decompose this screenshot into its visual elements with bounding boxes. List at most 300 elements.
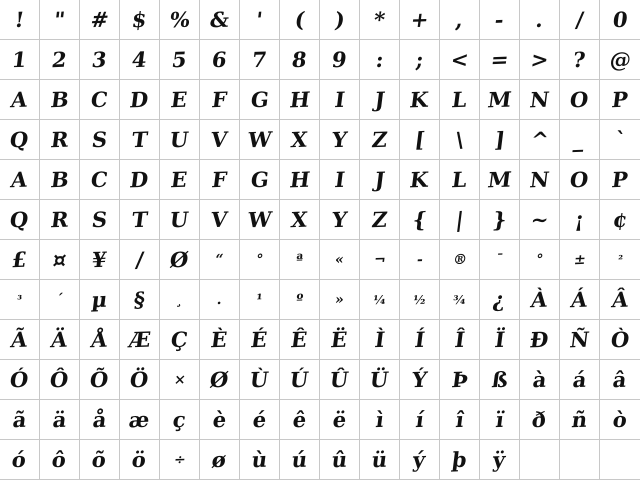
glyph-cell[interactable]	[600, 40, 640, 80]
glyph-character: B	[49, 86, 70, 113]
glyph-cell[interactable]	[400, 160, 440, 200]
glyph-character: !	[13, 6, 26, 33]
glyph-character: “	[214, 251, 225, 268]
glyph-cell[interactable]	[80, 40, 120, 80]
glyph-character: P	[610, 166, 630, 193]
glyph-cell[interactable]	[120, 440, 160, 480]
glyph-character: F	[210, 166, 229, 193]
glyph-character: C	[89, 86, 110, 113]
glyph-cell[interactable]	[600, 240, 640, 280]
glyph-cell[interactable]	[400, 120, 440, 160]
glyph-character: V	[209, 126, 230, 153]
glyph-cell[interactable]	[520, 360, 560, 400]
glyph-character: .	[216, 291, 223, 308]
glyph-character: (	[292, 6, 307, 33]
glyph-cell[interactable]	[320, 200, 360, 240]
glyph-cell[interactable]	[120, 80, 160, 120]
glyph-cell[interactable]	[360, 0, 400, 40]
glyph-cell[interactable]	[80, 360, 120, 400]
glyph-character: R	[49, 206, 70, 233]
glyph-character: ÷	[172, 451, 187, 468]
glyph-character: ì	[373, 406, 386, 433]
glyph-cell[interactable]	[80, 280, 120, 320]
glyph-cell[interactable]	[560, 200, 600, 240]
glyph-cell[interactable]	[360, 280, 400, 320]
glyph-cell[interactable]	[560, 0, 600, 40]
glyph-cell[interactable]	[440, 40, 480, 80]
glyph-character: ö	[130, 446, 149, 473]
glyph-character: "	[52, 6, 67, 33]
glyph-character: J	[372, 86, 387, 113]
glyph-cell[interactable]	[40, 40, 80, 80]
glyph-cell[interactable]	[480, 120, 520, 160]
glyph-cell[interactable]	[320, 40, 360, 80]
glyph-cell[interactable]	[400, 280, 440, 320]
glyph-character: ý	[411, 446, 428, 473]
glyph-character: ¥	[90, 246, 109, 273]
glyph-character: Ã	[9, 326, 30, 353]
glyph-cell[interactable]	[600, 320, 640, 360]
glyph-character: 2	[50, 46, 69, 73]
glyph-cell[interactable]	[160, 120, 200, 160]
glyph-cell[interactable]	[280, 80, 320, 120]
glyph-cell[interactable]	[200, 160, 240, 200]
glyph-character: 0	[611, 6, 629, 33]
glyph-character: *	[372, 6, 387, 33]
glyph-cell[interactable]	[520, 240, 560, 280]
glyph-cell[interactable]	[480, 160, 520, 200]
glyph-cell[interactable]	[240, 200, 280, 240]
glyph-cell[interactable]	[440, 360, 480, 400]
glyph-cell[interactable]	[240, 280, 280, 320]
glyph-character: E	[169, 166, 190, 193]
glyph-cell[interactable]	[280, 320, 320, 360]
glyph-cell[interactable]	[600, 280, 640, 320]
glyph-cell[interactable]	[320, 120, 360, 160]
glyph-cell[interactable]	[120, 240, 160, 280]
glyph-character: .	[534, 6, 545, 33]
glyph-cell[interactable]	[200, 40, 240, 80]
glyph-cell[interactable]	[280, 280, 320, 320]
glyph-cell[interactable]	[560, 280, 600, 320]
glyph-character: È	[209, 326, 230, 353]
glyph-character: ^	[529, 126, 550, 153]
glyph-character: Ë	[329, 326, 350, 353]
glyph-cell[interactable]	[200, 240, 240, 280]
glyph-character: '	[254, 6, 265, 33]
glyph-cell[interactable]	[280, 120, 320, 160]
glyph-cell[interactable]	[120, 120, 160, 160]
glyph-cell[interactable]	[120, 360, 160, 400]
glyph-cell[interactable]	[360, 440, 400, 480]
glyph-cell[interactable]	[320, 0, 360, 40]
glyph-character: E	[169, 86, 190, 113]
glyph-character: æ	[127, 406, 152, 433]
glyph-cell[interactable]	[240, 0, 280, 40]
glyph-cell[interactable]	[160, 400, 200, 440]
glyph-cell[interactable]	[480, 200, 520, 240]
glyph-cell[interactable]	[400, 400, 440, 440]
glyph-cell[interactable]	[0, 80, 40, 120]
glyph-character: )	[332, 6, 347, 33]
glyph-cell[interactable]	[320, 280, 360, 320]
glyph-cell[interactable]	[80, 160, 120, 200]
glyph-character: Z	[370, 126, 389, 153]
glyph-cell[interactable]	[240, 360, 280, 400]
glyph-character: â	[611, 366, 629, 393]
glyph-character: L	[450, 86, 469, 113]
glyph-cell[interactable]	[560, 40, 600, 80]
glyph-cell[interactable]	[520, 280, 560, 320]
glyph-cell[interactable]	[200, 440, 240, 480]
glyph-cell[interactable]	[240, 400, 280, 440]
glyph-cell[interactable]	[600, 360, 640, 400]
glyph-cell[interactable]	[0, 240, 40, 280]
glyph-cell[interactable]	[0, 280, 40, 320]
glyph-cell[interactable]	[600, 0, 640, 40]
glyph-cell[interactable]	[520, 400, 560, 440]
glyph-character: Ó	[8, 366, 31, 393]
glyph-character: D	[128, 86, 151, 113]
glyph-cell[interactable]	[320, 160, 360, 200]
glyph-cell[interactable]	[400, 40, 440, 80]
glyph-cell[interactable]	[0, 320, 40, 360]
glyph-cell[interactable]	[40, 240, 80, 280]
glyph-cell[interactable]	[80, 200, 120, 240]
glyph-cell[interactable]	[0, 160, 40, 200]
glyph-cell[interactable]	[360, 40, 400, 80]
glyph-cell[interactable]	[520, 40, 560, 80]
glyph-cell[interactable]	[320, 320, 360, 360]
glyph-cell[interactable]	[440, 400, 480, 440]
glyph-character: à	[531, 366, 548, 393]
glyph-character: Ô	[48, 366, 71, 393]
glyph-cell[interactable]	[200, 360, 240, 400]
glyph-cell[interactable]	[40, 0, 80, 40]
glyph-character: Ø	[208, 366, 231, 393]
glyph-character: Ý	[410, 366, 429, 393]
glyph-character: \	[454, 126, 465, 153]
glyph-cell[interactable]	[240, 240, 280, 280]
glyph-character: S	[90, 126, 109, 153]
glyph-cell[interactable]	[440, 200, 480, 240]
glyph-character: ×	[172, 371, 187, 388]
glyph-character: 4	[130, 46, 149, 73]
glyph-cell[interactable]	[560, 160, 600, 200]
glyph-character: ¡	[573, 206, 586, 233]
glyph-character: ¤	[51, 246, 68, 273]
glyph-cell[interactable]	[0, 400, 40, 440]
glyph-cell[interactable]	[160, 80, 200, 120]
glyph-cell[interactable]	[400, 440, 440, 480]
glyph-cell[interactable]	[80, 240, 120, 280]
glyph-character: I	[333, 86, 346, 113]
glyph-character: É	[249, 326, 270, 353]
glyph-character: Â	[610, 286, 630, 313]
glyph-cell[interactable]	[320, 240, 360, 280]
glyph-cell[interactable]	[520, 160, 560, 200]
glyph-character: ]	[492, 126, 507, 153]
glyph-cell[interactable]	[400, 360, 440, 400]
glyph-character: Þ	[449, 366, 470, 393]
glyph-cell[interactable]	[200, 320, 240, 360]
glyph-cell[interactable]	[520, 80, 560, 120]
glyph-character: K	[408, 166, 431, 193]
glyph-cell[interactable]	[360, 80, 400, 120]
glyph-cell[interactable]	[400, 200, 440, 240]
glyph-character: ½	[412, 292, 427, 307]
glyph-character: î	[453, 406, 466, 433]
glyph-cell[interactable]	[440, 280, 480, 320]
glyph-cell[interactable]	[240, 120, 280, 160]
glyph-character: º	[294, 291, 305, 308]
glyph-cell[interactable]	[560, 80, 600, 120]
glyph-cell[interactable]	[480, 0, 520, 40]
glyph-cell[interactable]	[360, 240, 400, 280]
glyph-cell[interactable]	[280, 400, 320, 440]
glyph-character: P	[610, 86, 630, 113]
glyph-character: «	[334, 251, 345, 268]
glyph-cell[interactable]	[560, 400, 600, 440]
glyph-character: _	[572, 126, 587, 153]
glyph-cell[interactable]	[200, 200, 240, 240]
glyph-cell[interactable]	[600, 120, 640, 160]
glyph-character: ~	[529, 206, 550, 233]
glyph-cell[interactable]	[520, 0, 560, 40]
glyph-cell[interactable]	[40, 440, 80, 480]
glyph-character: <	[449, 46, 470, 73]
glyph-cell[interactable]	[0, 40, 40, 80]
glyph-character: I	[333, 166, 346, 193]
glyph-character: Ç	[169, 326, 190, 353]
glyph-character: Y	[330, 126, 349, 153]
glyph-cell[interactable]	[160, 360, 200, 400]
glyph-character: M	[486, 166, 513, 193]
glyph-character: #	[89, 6, 110, 33]
glyph-cell[interactable]	[520, 120, 560, 160]
glyph-character: ¼	[372, 292, 387, 307]
glyph-character: Ú	[288, 366, 311, 393]
glyph-character: 9	[330, 46, 349, 73]
glyph-cell[interactable]	[80, 0, 120, 40]
glyph-cell[interactable]	[280, 40, 320, 80]
glyph-cell[interactable]	[40, 400, 80, 440]
glyph-character: Z	[370, 206, 389, 233]
glyph-cell[interactable]	[360, 160, 400, 200]
glyph-cell[interactable]	[240, 40, 280, 80]
glyph-character: ä	[51, 406, 68, 433]
glyph-character: U	[168, 126, 191, 153]
glyph-cell[interactable]	[400, 80, 440, 120]
glyph-cell[interactable]	[40, 200, 80, 240]
glyph-cell[interactable]	[40, 120, 80, 160]
glyph-cell[interactable]	[0, 440, 40, 480]
glyph-character: U	[168, 206, 191, 233]
glyph-cell[interactable]	[560, 120, 600, 160]
glyph-cell[interactable]	[560, 320, 600, 360]
glyph-cell[interactable]	[600, 80, 640, 120]
glyph-character: ²	[616, 252, 624, 267]
glyph-cell[interactable]	[160, 40, 200, 80]
glyph-character: ü	[370, 446, 389, 473]
glyph-character: Ù	[248, 366, 271, 393]
glyph-cell[interactable]	[160, 200, 200, 240]
glyph-cell[interactable]	[280, 200, 320, 240]
glyph-character: +	[409, 6, 430, 33]
glyph-cell[interactable]	[80, 440, 120, 480]
glyph-character: -	[493, 6, 506, 33]
glyph-character: Ò	[609, 326, 631, 353]
glyph-cell[interactable]	[480, 80, 520, 120]
glyph-cell[interactable]	[160, 440, 200, 480]
glyph-character: H	[287, 166, 312, 193]
glyph-character: N	[528, 166, 551, 193]
glyph-cell[interactable]	[560, 440, 600, 480]
glyph-cell[interactable]	[400, 320, 440, 360]
glyph-cell[interactable]	[360, 120, 400, 160]
glyph-character: Ü	[368, 366, 391, 393]
glyph-cell[interactable]	[120, 200, 160, 240]
glyph-cell[interactable]	[600, 440, 640, 480]
glyph-cell[interactable]	[480, 40, 520, 80]
glyph-cell[interactable]	[40, 360, 80, 400]
glyph-cell[interactable]	[80, 80, 120, 120]
glyph-cell[interactable]	[280, 160, 320, 200]
glyph-cell[interactable]	[400, 240, 440, 280]
glyph-cell[interactable]	[360, 200, 400, 240]
glyph-cell[interactable]	[400, 0, 440, 40]
glyph-cell[interactable]	[200, 0, 240, 40]
glyph-cell[interactable]	[240, 320, 280, 360]
glyph-cell[interactable]	[120, 160, 160, 200]
glyph-cell[interactable]	[120, 320, 160, 360]
glyph-cell[interactable]	[120, 400, 160, 440]
glyph-cell[interactable]	[480, 240, 520, 280]
glyph-character: Å	[89, 326, 110, 353]
glyph-character: Ä	[49, 326, 70, 353]
glyph-character: O	[568, 86, 591, 113]
glyph-character: Ï	[493, 326, 506, 353]
glyph-cell[interactable]	[320, 440, 360, 480]
glyph-cell[interactable]	[120, 0, 160, 40]
glyph-cell[interactable]	[440, 80, 480, 120]
glyph-cell[interactable]	[200, 280, 240, 320]
glyph-character: V	[209, 206, 230, 233]
glyph-cell[interactable]	[40, 280, 80, 320]
glyph-cell[interactable]	[280, 360, 320, 400]
glyph-cell[interactable]	[240, 80, 280, 120]
glyph-cell[interactable]	[480, 360, 520, 400]
glyph-character: Æ	[127, 326, 152, 353]
glyph-cell[interactable]	[440, 240, 480, 280]
glyph-character: /	[574, 6, 585, 33]
glyph-cell[interactable]	[480, 440, 520, 480]
glyph-character: G	[248, 86, 271, 113]
glyph-cell[interactable]	[480, 400, 520, 440]
glyph-cell[interactable]	[80, 320, 120, 360]
glyph-cell[interactable]	[0, 360, 40, 400]
glyph-character: :	[374, 46, 385, 73]
glyph-cell[interactable]	[360, 320, 400, 360]
glyph-character: ã	[11, 406, 28, 433]
glyph-cell[interactable]	[600, 160, 640, 200]
glyph-cell[interactable]	[480, 320, 520, 360]
glyph-character: ?	[571, 46, 588, 73]
glyph-cell[interactable]	[40, 320, 80, 360]
glyph-cell[interactable]	[40, 160, 80, 200]
glyph-character: ë	[331, 406, 348, 433]
glyph-cell[interactable]	[280, 0, 320, 40]
glyph-character: >	[529, 46, 550, 73]
glyph-cell[interactable]	[440, 120, 480, 160]
glyph-character: ø	[210, 446, 229, 473]
glyph-cell[interactable]	[120, 280, 160, 320]
glyph-character: ¯	[494, 251, 505, 268]
glyph-cell[interactable]	[320, 80, 360, 120]
glyph-cell[interactable]	[120, 40, 160, 80]
glyph-cell[interactable]	[160, 320, 200, 360]
glyph-cell[interactable]	[0, 120, 40, 160]
glyph-character: M	[486, 86, 513, 113]
glyph-cell[interactable]	[320, 400, 360, 440]
glyph-cell[interactable]	[280, 440, 320, 480]
glyph-character: $	[130, 6, 149, 33]
glyph-cell[interactable]	[520, 440, 560, 480]
glyph-cell[interactable]	[80, 400, 120, 440]
glyph-character: =	[489, 46, 510, 73]
glyph-cell[interactable]	[200, 80, 240, 120]
glyph-cell[interactable]	[160, 160, 200, 200]
glyph-cell[interactable]	[200, 400, 240, 440]
glyph-cell[interactable]	[160, 240, 200, 280]
glyph-cell[interactable]	[200, 120, 240, 160]
glyph-cell[interactable]	[360, 400, 400, 440]
glyph-cell[interactable]	[40, 80, 80, 120]
glyph-character: O	[568, 166, 591, 193]
glyph-cell[interactable]	[160, 0, 200, 40]
glyph-character: ô	[50, 446, 69, 473]
glyph-cell[interactable]	[520, 200, 560, 240]
glyph-cell[interactable]	[560, 360, 600, 400]
glyph-cell[interactable]	[360, 360, 400, 400]
glyph-character: D	[128, 166, 151, 193]
glyph-cell[interactable]	[320, 360, 360, 400]
glyph-character: ,	[454, 6, 465, 33]
glyph-cell[interactable]	[280, 240, 320, 280]
glyph-cell[interactable]	[600, 200, 640, 240]
glyph-cell[interactable]	[560, 240, 600, 280]
glyph-character: ú	[290, 446, 309, 473]
glyph-cell[interactable]	[440, 160, 480, 200]
glyph-cell[interactable]	[160, 280, 200, 320]
glyph-cell[interactable]	[440, 320, 480, 360]
glyph-cell[interactable]	[80, 120, 120, 160]
glyph-cell[interactable]	[0, 200, 40, 240]
glyph-cell[interactable]	[240, 160, 280, 200]
glyph-cell[interactable]	[240, 440, 280, 480]
glyph-character: T	[130, 126, 149, 153]
glyph-character: Q	[8, 126, 31, 153]
glyph-cell[interactable]	[480, 280, 520, 320]
glyph-cell[interactable]	[440, 440, 480, 480]
glyph-character: »	[334, 291, 345, 308]
glyph-cell[interactable]	[520, 320, 560, 360]
glyph-cell[interactable]	[600, 400, 640, 440]
glyph-cell[interactable]	[440, 0, 480, 40]
glyph-character: Y	[330, 206, 349, 233]
glyph-character: À	[529, 286, 550, 313]
glyph-cell[interactable]	[0, 0, 40, 40]
